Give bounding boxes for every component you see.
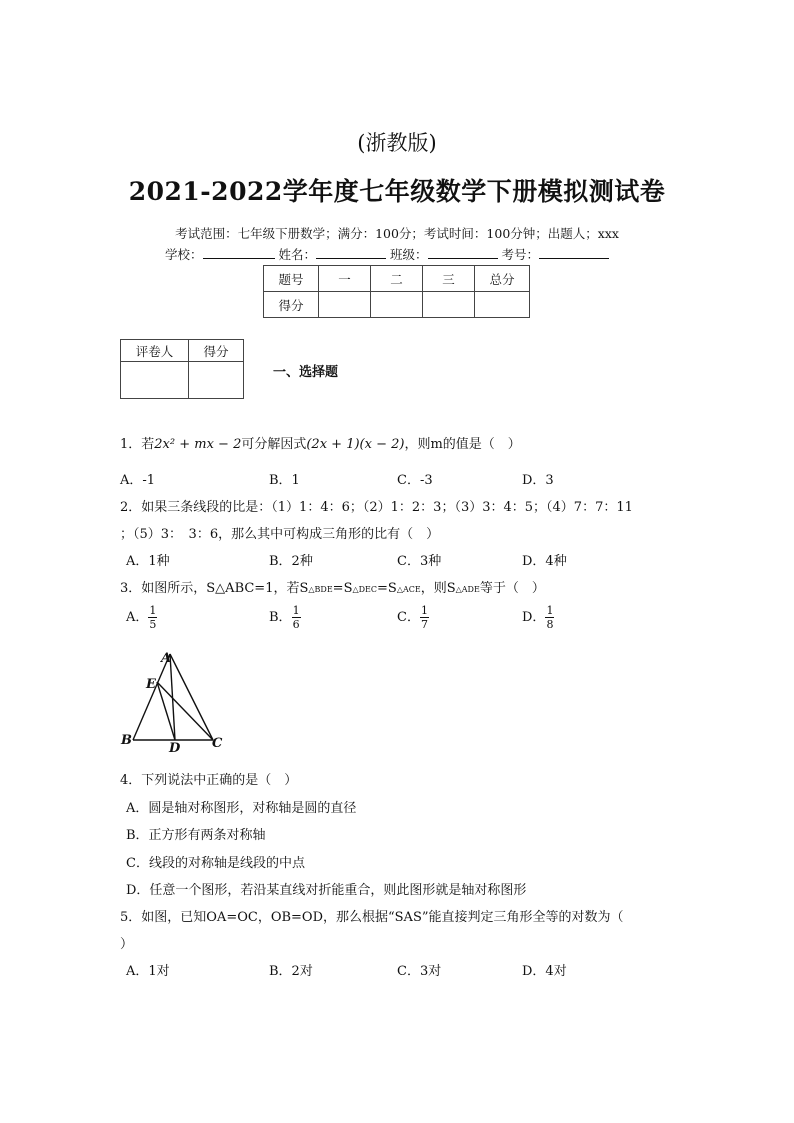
question-2-line2: ；（5）3： 3：6，那么其中可构成三角形的比有（ ） xyxy=(120,527,440,542)
q3-text: ，则S xyxy=(420,581,456,596)
side-ac xyxy=(170,654,213,740)
option-c[interactable]: C．-3 xyxy=(397,473,433,488)
option-c[interactable]: C．3种 xyxy=(397,554,442,569)
question-1-expr2: (2x + 1)(x − 2) xyxy=(306,437,405,452)
option-d[interactable]: D．4对 xyxy=(522,964,567,979)
numerator: 1 xyxy=(420,604,428,617)
score-row-label: 得分 xyxy=(264,292,319,318)
fraction xyxy=(148,604,157,631)
option-c[interactable]: C．3对 xyxy=(397,964,442,979)
option-d[interactable] xyxy=(522,604,554,631)
score-table-header: 题号 xyxy=(264,266,319,292)
grader-score-label: 得分 xyxy=(189,340,244,362)
fraction xyxy=(545,604,554,631)
class-blank[interactable] xyxy=(428,246,498,259)
option-d[interactable]: D．任意一个图形，若沿某直线对折能重合，则此图形就是轴对称图形 xyxy=(126,883,527,898)
q3-text: 3．如图所示，S△ABC=1，若S xyxy=(120,581,309,596)
question-1 xyxy=(120,433,521,452)
option-a[interactable]: A．1种 xyxy=(126,554,170,569)
numerator: 1 xyxy=(292,604,300,617)
question-5-line1: 5．如图，已知OA=OC，OB=OD，那么根据“SAS”能直接判定三角形全等的对数为（ xyxy=(120,910,624,925)
q3-subscript: △BDE xyxy=(308,585,333,594)
grader-score-cell[interactable] xyxy=(189,362,244,399)
triangle-figure xyxy=(118,648,228,754)
option-d[interactable]: D．3 xyxy=(522,473,554,488)
question-1-prefix: 1．若 xyxy=(120,437,155,452)
q3-subscript: △ACE xyxy=(396,585,421,594)
number-blank[interactable] xyxy=(539,246,609,259)
edition-label: (浙教版) xyxy=(357,131,437,155)
score-table-header: 总分 xyxy=(475,266,530,292)
option-a[interactable] xyxy=(126,604,157,631)
label-a: A xyxy=(161,651,172,666)
score-table-header: 二 xyxy=(371,266,423,292)
q3-subscript: △ADE xyxy=(455,585,480,594)
exam-title: 2021-2022学年度七年级数学下册模拟测试卷 xyxy=(128,177,666,206)
label-b: B xyxy=(121,733,132,748)
label-d: D xyxy=(169,741,181,754)
score-cell[interactable] xyxy=(371,292,423,318)
denominator: 6 xyxy=(292,618,300,631)
section-title: 一、选择题 xyxy=(273,365,339,380)
q3-text: =S xyxy=(377,581,397,596)
option-label: D． xyxy=(522,610,546,625)
score-table xyxy=(263,265,530,318)
score-table-header: 三 xyxy=(423,266,475,292)
school-label: 学校： xyxy=(165,247,203,262)
student-fields xyxy=(165,245,609,263)
option-a[interactable]: A．圆是轴对称图形，对称轴是圆的直径 xyxy=(126,801,357,816)
option-a[interactable]: A．1对 xyxy=(126,964,170,979)
option-b[interactable]: B．正方形有两条对称轴 xyxy=(126,828,266,843)
denominator: 7 xyxy=(420,618,428,631)
numerator: 1 xyxy=(149,604,157,617)
q3-text: 等于（ ） xyxy=(479,581,545,596)
question-5-line2: ） xyxy=(120,937,134,952)
number-label: 考号： xyxy=(501,247,540,262)
numerator: 1 xyxy=(546,604,554,617)
fraction xyxy=(292,604,301,631)
grader-table xyxy=(120,339,244,399)
q3-subscript: △DEC xyxy=(352,585,378,594)
label-e: E xyxy=(146,677,156,692)
question-1-mid: 可分解因式 xyxy=(241,437,307,452)
side-ab xyxy=(133,654,170,740)
question-1-suffix: ，则m的值是（ ） xyxy=(404,437,521,452)
option-b[interactable]: B．1 xyxy=(269,473,300,488)
option-d[interactable]: D．4种 xyxy=(522,554,567,569)
option-b[interactable]: B．2对 xyxy=(269,964,313,979)
option-b[interactable]: B．2种 xyxy=(269,554,313,569)
label-c: C xyxy=(212,736,223,751)
option-label: C． xyxy=(397,610,420,625)
class-label: 班级： xyxy=(390,247,428,262)
question-3 xyxy=(120,577,545,596)
option-label: B． xyxy=(269,610,292,625)
score-cell[interactable] xyxy=(423,292,475,318)
option-c[interactable]: C．线段的对称轴是线段的中点 xyxy=(126,856,305,871)
name-blank[interactable] xyxy=(316,246,386,259)
option-c[interactable] xyxy=(397,604,429,631)
exam-info: 考试范围：七年级下册数学；满分：100分；考试时间：100分钟；出题人；xxx xyxy=(175,226,619,241)
score-cell[interactable] xyxy=(319,292,371,318)
fraction xyxy=(420,604,429,631)
grader-label: 评卷人 xyxy=(121,340,189,362)
school-blank[interactable] xyxy=(203,246,275,259)
denominator: 8 xyxy=(546,618,554,631)
question-4-stem: 4．下列说法中正确的是（ ） xyxy=(120,773,298,788)
question-1-expr1: 2x² + mx − 2 xyxy=(154,437,242,452)
name-label: 姓名： xyxy=(278,247,317,262)
grader-cell[interactable] xyxy=(121,362,189,399)
option-b[interactable] xyxy=(269,604,301,631)
option-a[interactable]: A．-1 xyxy=(120,473,156,488)
score-cell[interactable] xyxy=(475,292,530,318)
q3-text: =S xyxy=(332,581,353,596)
option-label: A． xyxy=(126,610,149,625)
question-2-line1: 2．如果三条线段的比是：（1）1：4：6；（2）1：2：3；（3）3：4：5；（4）7：7：11 xyxy=(120,500,633,515)
score-table-header: 一 xyxy=(319,266,371,292)
denominator: 5 xyxy=(149,618,157,631)
